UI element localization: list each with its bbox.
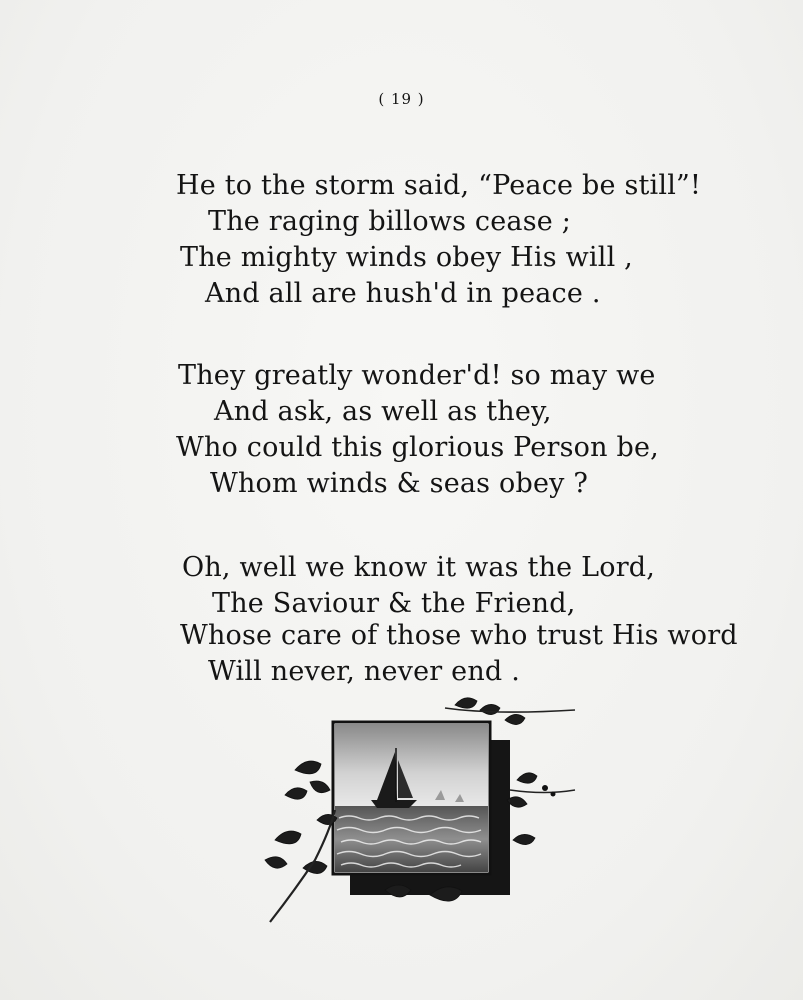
poem-line: Who could this glorious Person be, (176, 432, 659, 463)
hull (371, 800, 417, 808)
bramble-leaves-left (265, 761, 337, 873)
poem-line: Oh, well we know it was the Lord, (182, 552, 656, 583)
poem-line: The Saviour & the Friend, (212, 588, 576, 619)
sailboat-illustration (255, 690, 585, 925)
bramble-stem-right (510, 790, 575, 793)
sky (335, 724, 488, 806)
poem-line: Will never, never end . (208, 656, 520, 687)
bramble-stem-top (445, 708, 575, 712)
poem-line: The raging billows cease ; (208, 206, 572, 237)
poem-line: And all are hush'd in peace . (205, 278, 601, 309)
poem-line: The mighty winds obey His will , (180, 242, 633, 273)
poem-line: They greatly wonder'd! so may we (178, 360, 656, 391)
poem-line: Whom winds & seas obey ? (210, 468, 589, 499)
poem-line: And ask, as well as they, (214, 396, 552, 427)
page-number: ( 19 ) (378, 90, 425, 108)
poem-line: He to the storm said, “Peace be still”! (176, 170, 702, 201)
poem-line: Whose care of those who trust His word (180, 620, 738, 651)
